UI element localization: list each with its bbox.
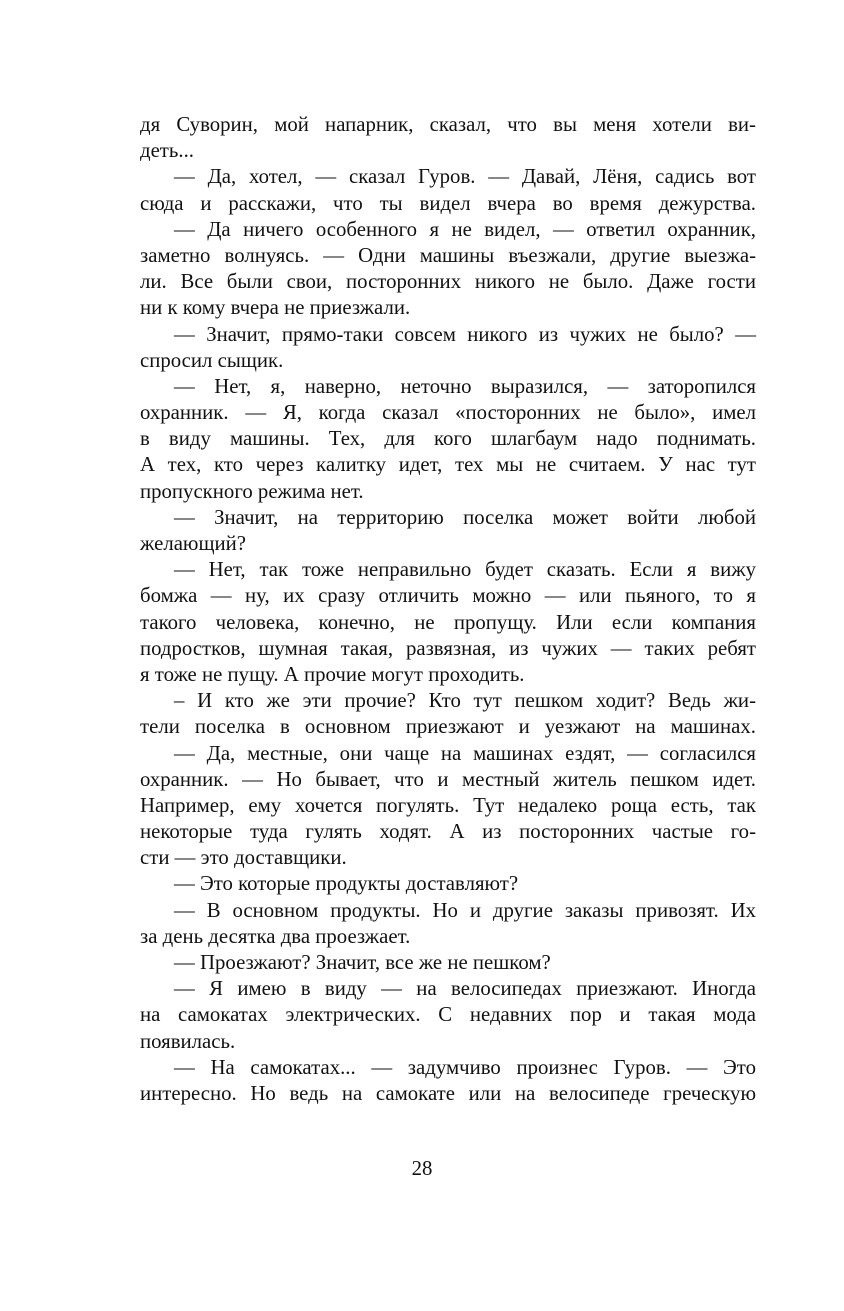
- text-line: тели поселка в основном приезжают и уезжают на машинах.: [140, 715, 756, 739]
- text-line: Например, ему хочется погулять. Тут недалеко роща есть, так: [140, 793, 756, 817]
- text-line: — Значит, прямо-таки совсем никого из чужих не было? —: [174, 322, 756, 346]
- text-line: на самокатах электрических. С недавних пор и такая мода: [140, 1003, 756, 1027]
- text-line: охранник. — Я, когда сказал «посторонних не было», имел: [140, 401, 756, 425]
- text-line: — Да ничего особенного я не видел, — ответил охранник,: [174, 217, 756, 241]
- text-line: — Да, местные, они чаще на машинах ездят, — согласился: [174, 741, 756, 765]
- text-line: – И кто же эти прочие? Кто тут пешком ходит? Ведь жи-: [174, 689, 756, 713]
- text-line: сти — это доставщики.: [140, 846, 347, 870]
- text-line: — Значит, на территорию поселка может войти любой: [174, 505, 756, 529]
- text-line: пропускного режима нет.: [140, 479, 364, 503]
- text-line: желающий?: [140, 532, 246, 555]
- text-line: заметно волнуясь. — Одни машины въезжали, другие выезжа-: [140, 243, 756, 267]
- text-line: — Я имею в виду — на велосипедах приезжают. Иногда: [174, 977, 756, 1001]
- text-line: — Проезжают? Значит, все же не пешком?: [174, 951, 551, 974]
- text-line: — На самокатах... — задумчиво произнес Гуров. — Это: [174, 1055, 756, 1079]
- text-line: деть...: [140, 139, 194, 163]
- text-line: — Это которые продукты доставляют?: [174, 872, 519, 896]
- page-number: 28: [411, 1157, 433, 1180]
- text-line: появилась.: [140, 1029, 236, 1053]
- text-line: некоторые туда гулять ходят. А из посторонних частые го-: [140, 820, 756, 844]
- text-line: — Нет, так тоже неправильно будет сказать. Если я вижу: [174, 558, 756, 582]
- text-line: — Да, хотел, — сказал Гуров. — Давай, Лёня, садись вот: [174, 165, 756, 189]
- text-line: за день десятка два проезжает.: [140, 924, 411, 948]
- text-line: спросил сыщик.: [140, 348, 284, 372]
- text-line: ни к кому вчера не приезжали.: [140, 296, 411, 320]
- text-line: А тех, кто через калитку идет, тех мы не считаем. У нас тут: [140, 453, 756, 477]
- text-line: ли. Все были свои, посторонних никого не было. Даже гости: [140, 270, 756, 294]
- text-line: в виду машины. Тех, для кого шлагбаум надо поднимать.: [140, 427, 756, 451]
- text-line: дя Суворин, мой напарник, сказал, что вы меня хотели ви-: [140, 113, 756, 136]
- text-line: — В основном продукты. Но и другие заказы привозят. Их: [174, 898, 756, 922]
- text-line: такого человека, конечно, не пропущу. Или если компания: [140, 610, 756, 634]
- text-line: охранник. — Но бывает, что и местный житель пешком идет.: [140, 767, 756, 791]
- text-line: сюда и расскажи, что ты видел вчера во время дежурства.: [140, 191, 756, 215]
- text-line: — Нет, я, наверно, неточно выразился, — заторопился: [174, 374, 756, 398]
- text-line: я тоже не пущу. А прочие могут проходить.: [140, 662, 525, 686]
- text-line: бомжа — ну, их сразу отличить можно — или пьяного, то я: [140, 584, 756, 608]
- page-body: [140, 112, 756, 1107]
- text-line: интересно. Но ведь на самокате или на велосипеде греческую: [140, 1081, 756, 1105]
- text-line: подростков, шумная такая, развязная, из чужих — таких ребят: [140, 636, 756, 660]
